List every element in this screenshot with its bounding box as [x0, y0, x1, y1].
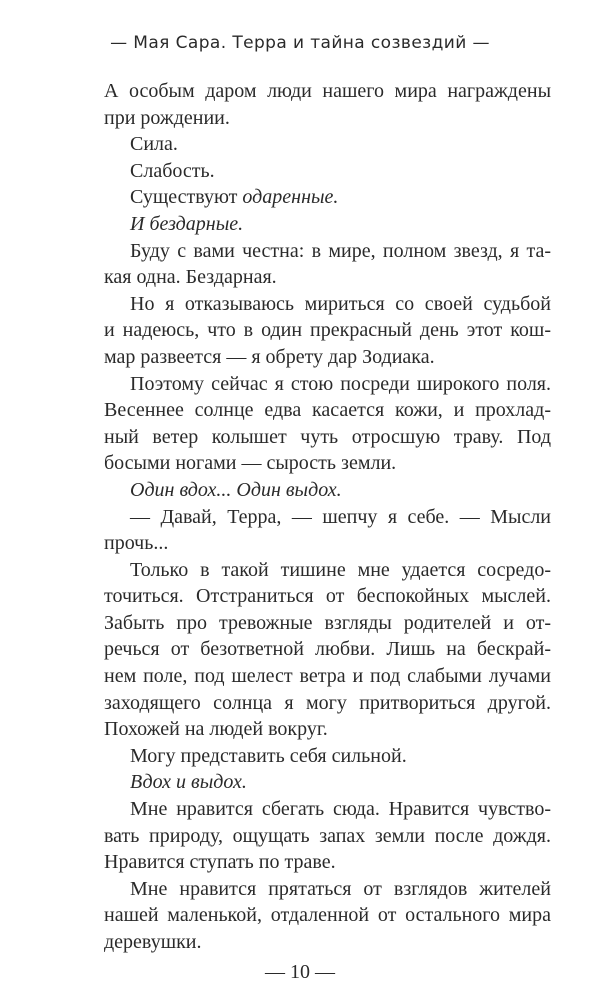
text-line	[104, 105, 551, 132]
text-line	[104, 849, 551, 876]
text-line-content: Могу представить себя сильной.	[130, 744, 407, 767]
text-line	[104, 769, 551, 796]
text-line	[104, 716, 551, 743]
text-line-content: мар развеется — я обрету дар Зодиака.	[104, 345, 435, 368]
text-line-content: кая одна. Бездарная.	[104, 266, 277, 289]
text-line-content: Существуют	[130, 186, 243, 209]
text-line	[104, 583, 551, 610]
text-line-content: точиться. Отстраниться от беспокойных мыслей.	[104, 585, 551, 608]
text-line-content: при рождении.	[104, 106, 230, 129]
page-number: — 10 —	[265, 961, 335, 983]
text-line-content: прочь...	[104, 532, 169, 555]
text-line	[104, 796, 551, 823]
text-line	[104, 690, 551, 717]
text-line	[104, 131, 551, 158]
text-line-content: Но я отказываюсь мириться со своей судьбой	[130, 292, 551, 315]
text-line-content: деревушки.	[104, 931, 202, 953]
italic-phrase: одаренные.	[242, 186, 339, 209]
text-line	[104, 450, 551, 477]
text-line-content: нашей маленькой, отдаленной от остального мира	[104, 904, 551, 927]
text-line	[104, 477, 551, 504]
text-line	[104, 636, 551, 663]
text-line	[104, 902, 551, 929]
text-line	[104, 78, 551, 105]
italic-phrase: И бездарные.	[130, 212, 244, 235]
text-line	[104, 530, 551, 557]
text-line-content: Нравится ступать по траве.	[104, 851, 336, 874]
text-line-content: Буду с вами честна: в мире, полном звезд, я та-	[130, 239, 551, 262]
text-line	[104, 317, 551, 344]
text-line-content: Только в такой тишине мне удается сосредо-	[130, 558, 551, 581]
text-line-content: Похожей на людей вокруг.	[104, 718, 328, 741]
text-line	[104, 504, 551, 531]
text-line-content: Весеннее солнце едва касается кожи, и прохлад-	[104, 399, 551, 422]
text-line	[104, 397, 551, 424]
text-line-content: Сила.	[130, 133, 178, 156]
text-line-content: заходящего солнца я могу притвориться другой.	[104, 691, 551, 714]
running-title: — Мая Сара. Терра и тайна созвездий —	[110, 33, 490, 53]
text-line	[104, 291, 551, 318]
text-line-content: — Давай, Терра, — шепчу я себе. — Мысли	[130, 505, 551, 528]
body-text	[104, 78, 551, 956]
text-line	[104, 344, 551, 371]
text-line-content: Слабость.	[130, 159, 215, 182]
text-line	[104, 663, 551, 690]
italic-phrase: Вдох и выдох.	[130, 771, 247, 794]
text-line-content: А особым даром люди нашего мира награждены	[104, 80, 551, 102]
text-line-content: и надеюсь, что в один прекрасный день этот кош-	[104, 319, 551, 342]
text-line-content: вать природу, ощущать запах земли после дождя.	[104, 824, 551, 847]
text-line	[104, 424, 551, 451]
text-line	[104, 557, 551, 584]
text-line	[104, 929, 551, 956]
text-line	[104, 610, 551, 637]
text-line	[104, 264, 551, 291]
text-line-content: Поэтому сейчас я стою посреди широкого поля.	[130, 372, 551, 395]
text-line-content: босыми ногами — сырость земли.	[104, 452, 397, 475]
text-line	[104, 743, 551, 770]
text-line	[104, 211, 551, 238]
text-line-content: ный ветер колышет чуть отросшую траву. Под	[104, 425, 551, 448]
text-line-content: Мне нравится прятаться от взглядов жителей	[130, 877, 551, 900]
text-line-content: Забыть про тревожные взгляды родителей и от-	[104, 611, 551, 634]
text-line-content: нем поле, под шелест ветра и под слабыми лучами	[104, 665, 551, 688]
text-line-content: речься от безответной любви. Лишь на бескрай-	[104, 638, 551, 661]
text-line	[104, 158, 551, 185]
text-line	[104, 238, 551, 265]
text-line	[104, 184, 551, 211]
italic-phrase: Один вдох... Один выдох.	[130, 478, 342, 501]
text-line	[104, 823, 551, 850]
text-line	[104, 876, 551, 903]
text-line	[104, 371, 551, 398]
text-line-content: Мне нравится сбегать сюда. Нравится чувство-	[130, 798, 551, 821]
